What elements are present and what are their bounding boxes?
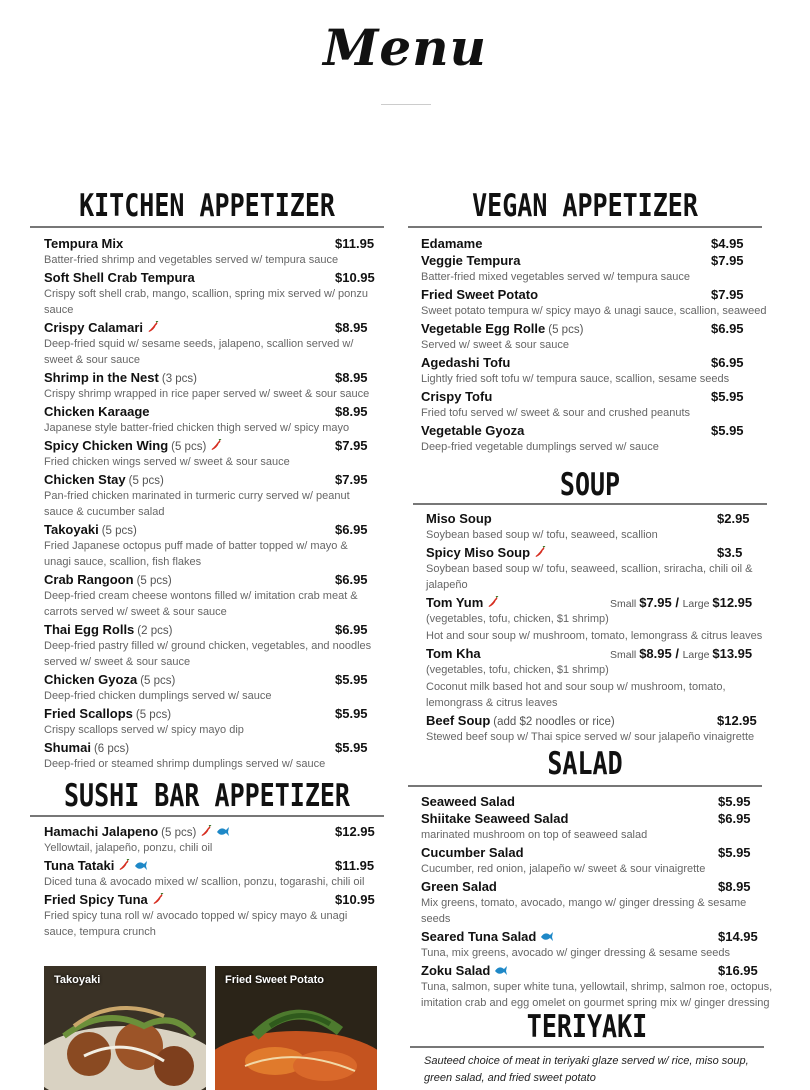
menu-item-row [44,891,375,908]
menu-item-row [44,521,375,538]
menu-item-description: Tuna, mix greens, avocado w/ ginger dressing & sesame seeds [421,947,730,959]
menu-item-description: Batter-fried shrimp and vegetables served w/ tempura sauce [44,254,339,266]
menu-item-row [44,403,375,420]
menu-item-name: Spicy Miso Soup [426,545,531,560]
menu-item-description: (vegetables, tofu, chicken, $1 shrimp) [426,664,609,676]
menu-item-row [421,962,773,979]
photo-label: Takoyaki [54,974,101,986]
menu-item-row [426,510,766,527]
menu-item [44,571,375,620]
menu-item-price: $5.95 [335,706,368,721]
menu-item-portion: (5 pcs) [548,324,584,336]
menu-item-price: $8.95 [335,320,368,335]
menu-item-name: Zoku Salad [421,963,491,978]
section-title-teriyaki: TERIYAKI [526,1008,648,1045]
menu-item [421,354,773,387]
menu-item-description: Deep-fried pastry filled w/ ground chicken, vegetables, and noodles served w/ sweet & sour sauce [44,640,372,668]
menu-item [426,712,766,745]
section-title-soup: SOUP [559,466,621,503]
menu-item-description: Crispy shrimp wrapped in rice paper served w/ sweet & sour sauce [44,388,370,400]
photo-takoyaki [44,966,206,1090]
menu-item-name: Seaweed Salad [421,794,515,809]
menu-item-row [44,437,375,454]
page-title: Menu [323,18,487,77]
menu-item [421,320,773,353]
chili-pepper-icon [152,892,164,910]
menu-item-name: Tuna Tataki [44,858,115,873]
menu-item-portion: (add $2 noodles or rice) [493,716,615,728]
menu-item-price: $5.95 [711,389,744,404]
menu-item-description: Fried chicken wings served w/ sweet & sour sauce [44,456,290,468]
soup-list [426,510,766,746]
menu-item [421,844,773,877]
menu-item-row [44,857,375,874]
menu-item-description: Deep-fried vegetable dumplings served w/ sauce [421,441,659,453]
menu-item-price: $6.95 [335,572,368,587]
menu-item-name: Seared Tuna Salad [421,929,537,944]
menu-item-name: Tempura Mix [44,236,124,251]
menu-item-portion: (5 pcs) [171,441,207,453]
menu-item-name: Green Salad [421,879,497,894]
menu-item-price: $14.95 [718,929,758,944]
menu-item-description: Tuna, salmon, super white tuna, yellowtail, shrimp, salmon roe, octopus, imitation crab and egg omelet on gourmet spring mix w/ ginger dressing [421,981,773,1009]
menu-item [421,422,773,455]
menu-item-description: (vegetables, tofu, chicken, $1 shrimp) [426,613,609,625]
menu-item-price: $4.95 [711,236,744,251]
salad-list [421,793,773,1012]
menu-item-row [44,705,375,722]
menu-item [44,671,375,704]
menu-item [44,823,375,856]
fish-icon [494,963,508,981]
menu-item-name: Fried Spicy Tuna [44,892,148,907]
menu-item-price: $8.95 [335,370,368,385]
menu-item [421,388,773,421]
title-divider [381,104,431,105]
price-large: $13.95 [712,646,753,661]
menu-item-price: $5.95 [718,845,751,860]
menu-item-row [426,594,766,611]
menu-item-name: Miso Soup [426,511,492,526]
menu-item-row [421,320,773,337]
menu-item-description: Japanese style batter-fried chicken thigh served w/ spicy mayo [44,422,350,434]
menu-item-row [44,621,375,638]
size-label-large: Large [682,598,713,610]
menu-item-portion: (6 pcs) [93,743,130,755]
menu-item-row [44,739,375,756]
menu-item-name: Chicken Karaage [44,404,150,419]
menu-item-row [421,235,773,252]
menu-item-price: $5.95 [718,794,751,809]
menu-item-description: Soybean based soup w/ tofu, seaweed, scallion, sriracha, chili oil & jalapeño [426,563,753,591]
menu-item-row [44,823,375,840]
menu-item-name: Fried Scallops [44,706,133,721]
menu-item-price: $7.95 [335,438,368,453]
menu-item-price: $2.95 [717,511,750,526]
menu-item-name: Beef Soup [426,713,491,728]
menu-item [44,369,375,402]
vegan-appetizer-list [421,235,773,456]
menu-item-price: $3.5 [717,545,743,560]
menu-item-price-sizes [610,594,752,613]
menu-item-portion: (2 pcs) [137,625,173,637]
menu-item-portion: (5 pcs) [128,475,164,487]
price-large: $12.95 [712,595,753,610]
menu-item-row [421,286,773,303]
menu-item-row [44,269,375,286]
menu-item-description: Fried tofu served w/ sweet & sour and crushed peanuts [421,407,691,419]
menu-item-price: $7.95 [335,472,368,487]
menu-item-name: Shiitake Seaweed Salad [421,811,569,826]
menu-item [44,319,375,368]
menu-item-row [421,354,773,371]
teriyaki-description: Sauteed choice of meat in teriyaki glaze served w/ rice, miso soup, green salad, and fried sweet potato [424,1055,749,1084]
menu-item-description: Cucumber, red onion, jalapeño w/ sweet & sour vinaigrette [421,863,706,875]
menu-item [421,235,773,252]
menu-item-name: Vegetable Gyoza [421,423,525,438]
price-separator: / [671,646,683,661]
menu-item-name: Spicy Chicken Wing [44,438,169,453]
menu-item [421,810,773,843]
menu-item-name: Crispy Calamari [44,320,143,335]
menu-item-price: $5.95 [711,423,744,438]
menu-item-portion: (5 pcs) [136,575,172,587]
section-rule-teriyaki [410,1046,764,1048]
menu-item-name: Crab Rangoon [44,572,134,587]
menu-item-row [44,235,375,252]
menu-item [426,510,766,543]
menu-item [44,269,375,318]
menu-item-description: Coconut milk based hot and sour soup w/ mushroom, tomato, lemongrass & citrus leaves [426,681,726,709]
menu-item-price: $10.95 [335,270,375,285]
menu-item-price: $7.95 [711,287,744,302]
menu-item [44,521,375,570]
menu-item-description: Deep-fried chicken dumplings served w/ sauce [44,690,272,702]
menu-item-row [421,928,773,945]
section-rule-salad [408,785,762,787]
menu-item-name: Shrimp in the Nest [44,370,159,385]
menu-item-name: Thai Egg Rolls [44,622,135,637]
menu-item [44,739,375,772]
menu-item [426,645,766,711]
menu-item-name: Agedashi Tofu [421,355,511,370]
menu-item-name: Chicken Stay [44,472,126,487]
menu-item-description: Yellowtail, jalapeño, ponzu, chili oil [44,842,213,854]
menu-item-row [44,571,375,588]
menu-item-description: Soybean based soup w/ tofu, seaweed, scallion [426,529,658,541]
menu-item-row [44,671,375,688]
menu-item-portion: (5 pcs) [135,709,172,721]
photo-fried-sweet-potato [215,966,377,1090]
kitchen-appetizer-list [44,235,375,773]
section-rule-sushi [30,815,384,817]
menu-item [44,471,375,520]
menu-item-description: Fried spicy tuna roll w/ avocado topped w/ spicy mayo & unagi sauce, tempura crunch [44,910,348,938]
menu-item-price: $16.95 [718,963,758,978]
menu-item-description: Lightly fried soft tofu w/ tempura sauce, scallion, sesame seeds [421,373,730,385]
section-rule-soup [413,503,767,505]
menu-item-row [426,645,766,662]
menu-item-description: Batter-fried mixed vegetables served w/ tempura sauce [421,271,691,283]
menu-item-row [421,252,773,269]
menu-item [44,621,375,670]
section-title-sushi: SUSHI BAR APPETIZER [64,777,350,814]
menu-item-row [421,388,773,405]
menu-item [421,793,773,810]
menu-item-price: $12.95 [717,713,757,728]
menu-item-description: Fried Japanese octopus puff made of batter topped w/ mayo & unagi sauce, scallion, fish flakes [44,540,348,568]
menu-item-description: Sweet potato tempura w/ spicy mayo & unagi sauce, scallion, seaweed [421,305,767,317]
section-rule-kitchen [30,226,384,228]
menu-item-description: Diced tuna & avocado mixed w/ scallion, ponzu, togarashi, chili oil [44,876,365,888]
menu-item-description: Hot and sour soup w/ mushroom, tomato, lemongrass & citrus leaves [426,630,763,642]
menu-item-description: Deep-fried or steamed shrimp dumplings served w/ sauce [44,758,326,770]
menu-item [44,437,375,470]
fish-icon [134,858,148,876]
menu-item-price: $5.95 [335,740,368,755]
menu-item-price: $6.95 [718,811,751,826]
chili-pepper-icon [118,858,130,876]
menu-item-name: Takoyaki [44,522,99,537]
menu-item-description: Pan-fried chicken marinated in turmeric curry served w/ peanut sauce & cucumber salad [44,490,350,518]
chili-pepper-icon [534,545,546,563]
menu-item [421,286,773,319]
section-title-kitchen: KITCHEN APPETIZER [79,187,335,224]
size-label-small: Small [610,649,640,661]
section-title-salad: SALAD [547,745,623,782]
menu-item [421,878,773,927]
menu-item [426,594,766,644]
menu-item-row [426,544,766,561]
menu-item-name: Vegetable Egg Rolle [421,321,546,336]
menu-item [421,962,773,1011]
chili-pepper-icon [487,595,499,613]
menu-item [426,544,766,593]
menu-item-row [421,844,773,861]
menu-item-name: Crispy Tofu [421,389,493,404]
section-title-vegan: VEGAN APPETIZER [472,187,698,224]
menu-item-row [421,422,773,439]
menu-item-name: Tom Kha [426,646,481,661]
menu-item-portion: (5 pcs) [161,827,197,839]
menu-item-portion: (3 pcs) [161,373,198,385]
menu-item-description: Mix greens, tomato, avocado, mango w/ ginger dressing & sesame seeds [421,897,747,925]
menu-item-name: Chicken Gyoza [44,672,138,687]
menu-item [44,235,375,268]
menu-item-row [421,810,773,827]
chili-pepper-icon [200,824,212,842]
menu-item-name: Edamame [421,236,483,251]
chili-pepper-icon [147,320,159,338]
menu-item [44,403,375,436]
section-rule-vegan [408,226,762,228]
menu-item-price: $5.95 [335,672,368,687]
size-label-small: Small [610,598,640,610]
menu-item-price: $8.95 [335,404,368,419]
menu-item [421,252,773,285]
menu-item-row [44,471,375,488]
menu-item-name: Fried Sweet Potato [421,287,539,302]
menu-item-description: Deep-fried squid w/ sesame seeds, jalapeno, scallion served w/ sweet & sour sauce [44,338,354,366]
menu-item-portion: (5 pcs) [101,525,137,537]
menu-item-price: $6.95 [711,355,744,370]
menu-item-name: Tom Yum [426,595,484,610]
price-separator: / [671,595,683,610]
sushi-appetizer-list [44,823,375,941]
chili-pepper-icon [210,438,222,456]
menu-item-name: Shumai [44,740,91,755]
menu-item [421,928,773,961]
menu-item-row [44,319,375,336]
menu-item [44,705,375,738]
menu-item-price: $12.95 [335,824,375,839]
menu-item-row [44,369,375,386]
menu-item-description: Stewed beef soup w/ Thai spice served w/ sour jalapeño vinaigrette [426,731,755,743]
menu-item-price: $7.95 [711,253,744,268]
menu-item [44,857,375,890]
menu-item-row [421,793,773,810]
menu-item-description: Deep-fried cream cheese wontons filled w/ imitation crab meat & carrots served w/ sweet & sour sauce [44,590,358,618]
price-small: $7.95 [639,595,672,610]
menu-item-price: $6.95 [711,321,744,336]
menu-item-price: $6.95 [335,622,368,637]
menu-item-description: Crispy scallops served w/ spicy mayo dip [44,724,244,736]
menu-item-row [421,878,773,895]
menu-item-price: $8.95 [718,879,751,894]
menu-item-name: Cucumber Salad [421,845,524,860]
menu-item [44,891,375,940]
size-label-large: Large [682,649,713,661]
menu-item-row [426,712,766,729]
price-small: $8.95 [639,646,672,661]
menu-item-price: $6.95 [335,522,368,537]
menu-item-price-sizes [610,645,752,664]
fish-icon [540,929,554,947]
menu-item-name: Hamachi Jalapeno [44,824,159,839]
menu-item-price: $11.95 [335,236,375,251]
fish-icon [216,824,230,842]
menu-item-price: $11.95 [335,858,375,873]
menu-item-name: Soft Shell Crab Tempura [44,270,195,285]
photo-label: Fried Sweet Potato [225,974,325,986]
menu-item-description: Crispy soft shell crab, mango, scallion, spring mix served w/ ponzu sauce [44,288,369,316]
menu-item-description: Served w/ sweet & sour sauce [421,339,569,351]
menu-item-price: $10.95 [335,892,375,907]
menu-item-name: Veggie Tempura [421,253,521,268]
menu-item-portion: (5 pcs) [140,675,176,687]
menu-item-description: marinated mushroom on top of seaweed salad [421,829,648,841]
